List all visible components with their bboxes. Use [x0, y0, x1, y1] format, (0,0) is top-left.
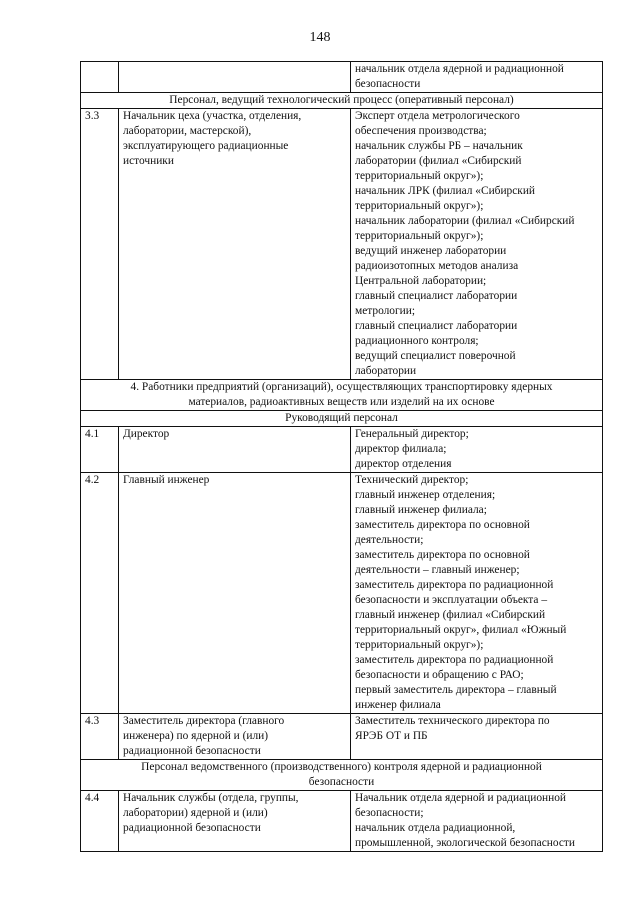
section-heading: Персонал ведомственного (производственного) контроля ядерной и радиационной безопасности: [81, 760, 603, 791]
page-number: 148: [309, 30, 331, 45]
role-cell: Директор: [119, 427, 351, 473]
position-cell: Начальник отдела ядерной и радиационной безопасности; начальник отдела радиационной, промышленной, экологической безопасности: [351, 791, 603, 852]
section-row: [81, 760, 603, 791]
position-cell: Заместитель технического директора по ЯРЭБ ОТ и ПБ: [351, 714, 603, 760]
role-cell: Начальник службы (отдела, группы, лаборатории) ядерной и (или) радиационной безопасности: [119, 791, 351, 852]
item-number: 3.3: [81, 109, 119, 380]
section-heading: Руководящий персонал: [81, 411, 603, 427]
position-cell: Генеральный директор; директор филиала; директор отделения: [351, 427, 603, 473]
item-number: 4.4: [81, 791, 119, 852]
section-row: [81, 93, 603, 109]
item-number: 4.2: [81, 473, 119, 714]
item-number: 4.3: [81, 714, 119, 760]
role-cell: Заместитель директора (главного инженера) по ядерной и (или) радиационной безопасности: [119, 714, 351, 760]
item-number: [81, 62, 119, 93]
section-heading: Персонал, ведущий технологический процесс (оперативный персонал): [81, 93, 603, 109]
position-cell: Технический директор; главный инженер отделения; главный инженер филиала; заместитель директора по основной деятельности; заместитель директора по основной деятельности – главный инженер; заместитель директора по радиационной безопасности и эксплуатации объекта – главный инженер (филиал «Сибирский территориальный округ», филиал «Южный территориальный округ»); заместитель директора по радиационной безопасности и обращению с РАО; первый заместитель директора – главный инженер филиала: [351, 473, 603, 714]
item-number: 4.1: [81, 427, 119, 473]
section-heading: 4. Работники предприятий (организаций), осуществляющих транспортировку ядерных материалов, радиоактивных веществ или изделий на их основе: [81, 380, 603, 411]
table-row: [81, 62, 603, 93]
table-row: [81, 109, 603, 380]
document-table: [80, 61, 603, 852]
position-cell: начальник отдела ядерной и радиационной безопасности: [351, 62, 603, 93]
section-row: [81, 380, 603, 411]
table-row: [81, 473, 603, 714]
section-row: [81, 411, 603, 427]
table-row: [81, 714, 603, 760]
role-cell: Главный инженер: [119, 473, 351, 714]
table-row: [81, 791, 603, 852]
role-cell: [119, 62, 351, 93]
position-cell: Эксперт отдела метрологического обеспечения производства; начальник службы РБ – начальник лаборатории (филиал «Сибирский территориальный округ»); начальник ЛРК (филиал «Сибирский территориальный округ»); начальник лаборатории (филиал «Сибирский территориальный округ»); ведущий инженер лаборатории радиоизотопных методов анализа Центральной лаборатории; главный специалист лаборатории метрологии; главный специалист лаборатории радиационного контроля; ведущий специалист поверочной лаборатории: [351, 109, 603, 380]
table-row: [81, 427, 603, 473]
role-cell: Начальник цеха (участка, отделения, лаборатории, мастерской), эксплуатирующего радиационные источники: [119, 109, 351, 380]
